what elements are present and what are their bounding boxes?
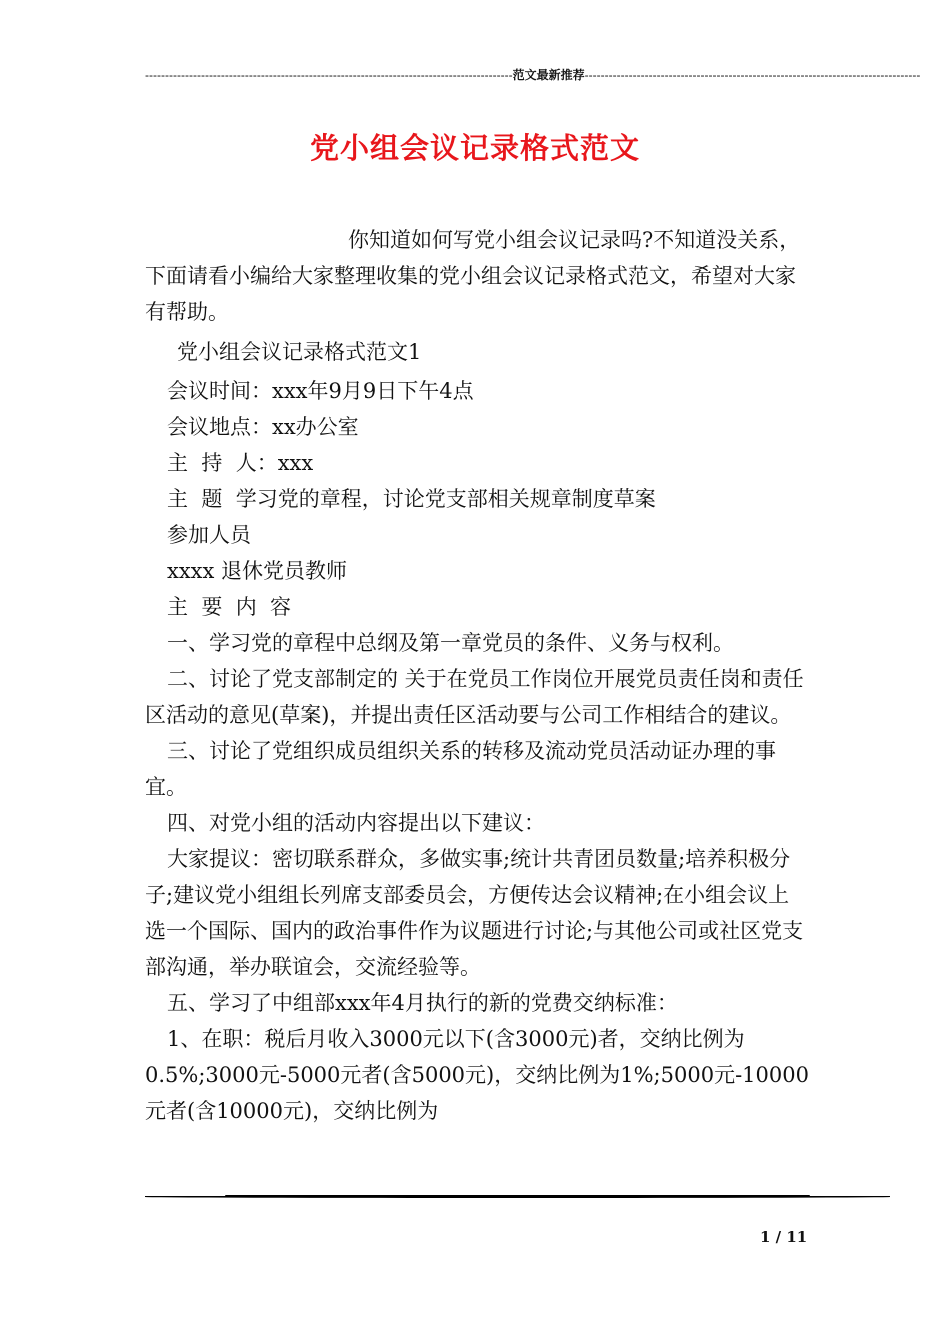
item-2: 二、讨论了党支部制定的 关于在党员工作岗位开展党员责任岗和责任区活动的意见(草案)，并提出责任区活动要与公司工作相结合的建议。 [145, 667, 804, 727]
meeting-place: 会议地点：xx办公室 [167, 415, 359, 439]
header-label: 范文最新推荐 [512, 68, 585, 82]
page-separator: / [770, 1228, 787, 1246]
document-title: 党小组会议记录格式范文 [309, 131, 640, 165]
page-header [145, 66, 921, 83]
suggestions: 大家提议：密切联系群众，多做实事;统计共青团员数量;培养积极分子;建议党小组组长列席支部委员会，方便传达会议精神;在小组会议上选一个国际、国内的政治事件作为议题进行讨论;与其他公司或社区党支部沟通，举办联谊会，交流经验等。 [145, 847, 804, 979]
fee-standard-1: 1、在职：税后月收入3000元以下(含3000元)者，交纳比例为0.5%;3000元-5000元者(含5000元)，交纳比例为1%;5000元-10000元者(含10000元)，交纳比例为 [145, 1027, 809, 1123]
item-4: 四、对党小组的活动内容提出以下建议： [167, 811, 545, 835]
header-dashes-right: ------------------------------------------------------------------------------------ [584, 68, 921, 82]
meeting-time: 会议时间：xxx年9月9日下午4点 [167, 379, 474, 403]
main-content-heading: 主 要 内 容 [167, 595, 292, 619]
item-1: 一、学习党的章程中总纲及第一章党员的条件、义务与权利。 [167, 631, 734, 655]
item-3: 三、讨论了党组织成员组织关系的转移及流动党员活动证办理的事宜。 [145, 739, 776, 799]
footer-divider [145, 1196, 890, 1198]
item-5: 五、学习了中组部xxx年4月执行的新的党费交纳标准： [167, 991, 678, 1015]
page-current: 1 [760, 1228, 771, 1246]
page-total: 11 [786, 1228, 808, 1246]
document-body [145, 222, 810, 1129]
meeting-topic: 主 题 学习党的章程，讨论党支部相关规章制度草案 [167, 487, 656, 511]
intro-paragraph: 你知道如何写党小组会议记录吗?不知道没关系，下面请看小编给大家整理收集的党小组会议记录格式范文，希望对大家有帮助。 [145, 228, 801, 324]
header-dashes-left: -------------------------------------------------------------------------------------------- [145, 68, 513, 82]
meeting-host: 主 持 人：xxx [167, 451, 314, 475]
sample-title: 党小组会议记录格式范文1 [177, 340, 422, 364]
attendees: xxxx 退休党员教师 [167, 559, 348, 583]
attendees-label: 参加人员 [167, 523, 251, 547]
page-number [760, 1228, 807, 1246]
